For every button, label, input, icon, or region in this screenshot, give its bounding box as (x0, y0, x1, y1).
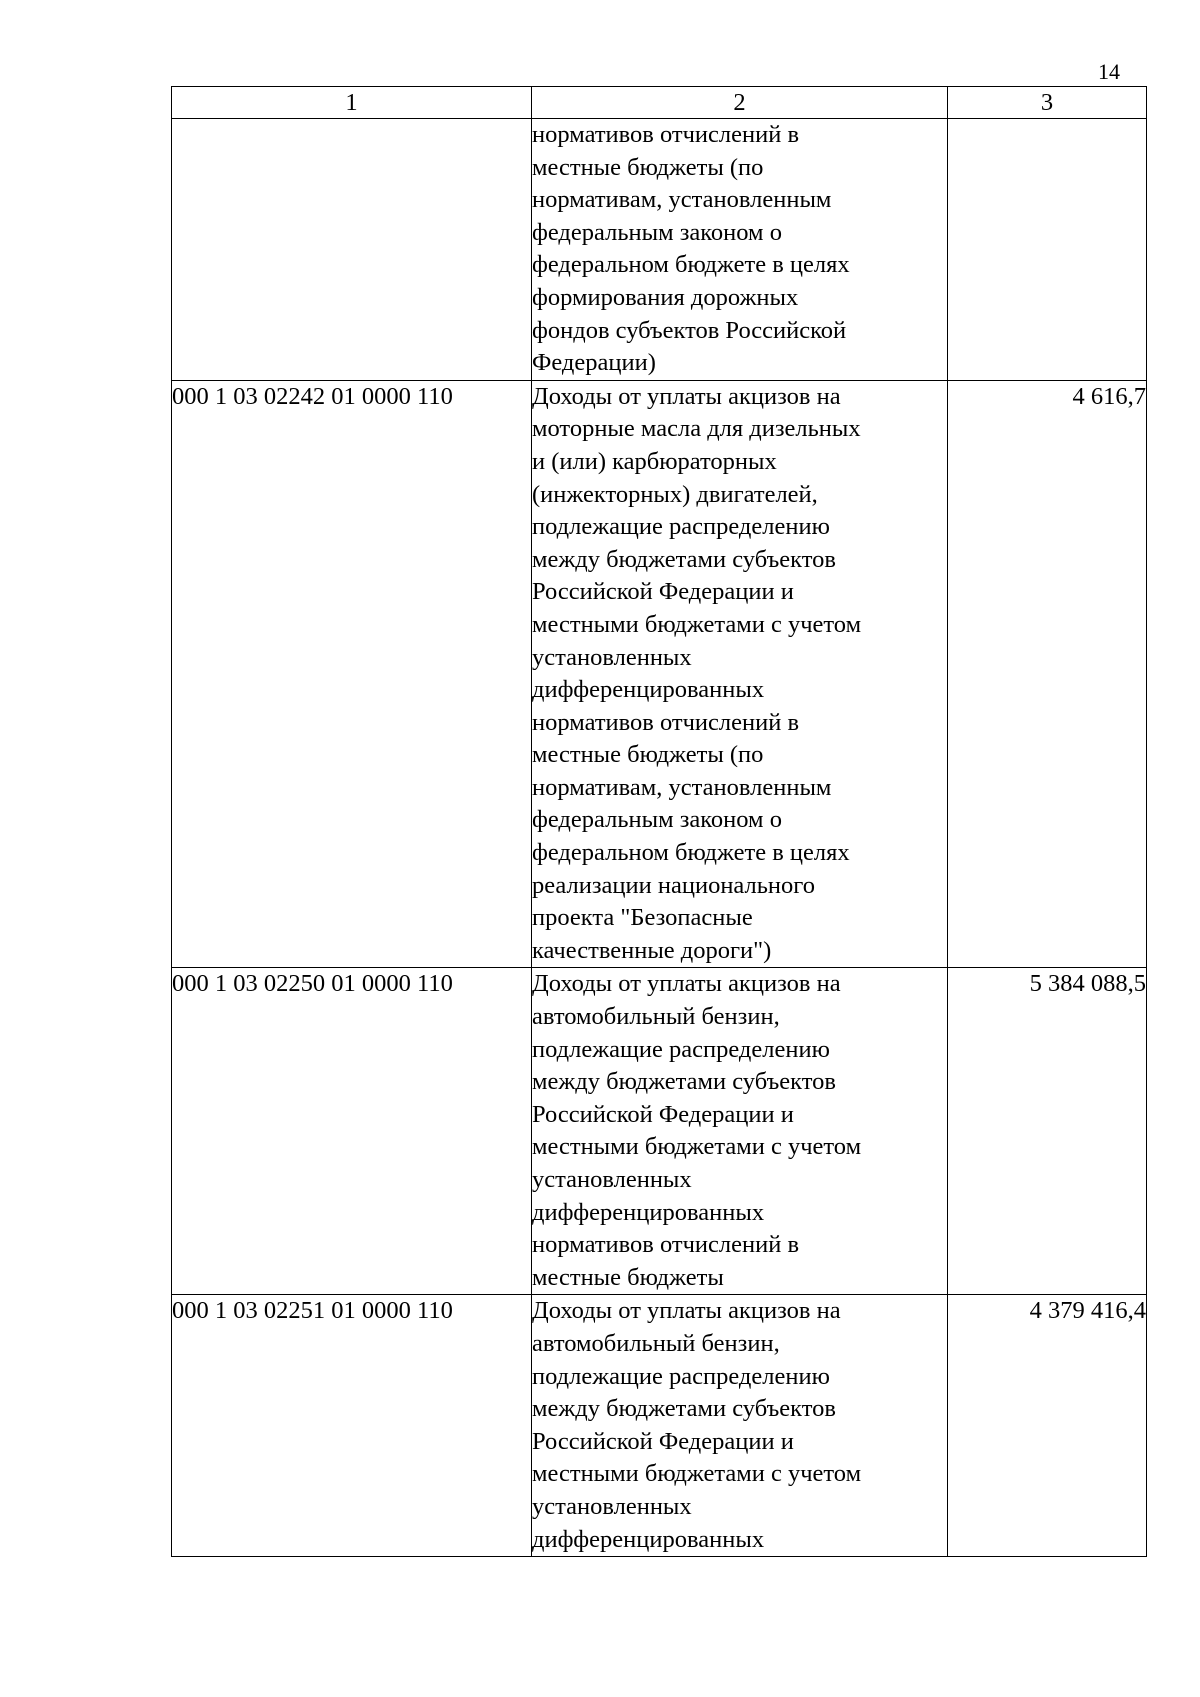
description-line: и (или) карбюраторных (532, 447, 777, 475)
table-body (172, 119, 1147, 1557)
description-line: (инжекторных) двигателей, (532, 480, 818, 508)
description-line: Российской Федерации и (532, 1427, 794, 1455)
description-line: дифференцированных (532, 676, 765, 704)
description-line: реализации национального (532, 871, 815, 899)
description-line: федеральным законом о (532, 806, 782, 834)
description-line: подлежащие распределению (532, 1362, 830, 1390)
description-line: нормативов отчислений в (532, 708, 800, 736)
description-line: нормативов отчислений в (532, 121, 800, 148)
description-line: местными бюджетами с учетом (532, 1133, 862, 1161)
description-line: установленных (532, 1492, 692, 1520)
description-line: местные бюджеты (по (532, 153, 764, 181)
description-line: местными бюджетами с учетом (532, 610, 862, 638)
budget-code-cell: 000 1 03 02250 01 0000 110 (172, 968, 532, 1295)
description-line: нормативов отчислений в (532, 1231, 800, 1259)
budget-code-cell (172, 119, 532, 381)
amount-cell: 4 379 416,4 (948, 1295, 1147, 1557)
description-line: нормативам, установленным (532, 186, 832, 214)
description-line: формирования дорожных (532, 283, 799, 311)
description-line: между бюджетами субъектов (532, 1395, 836, 1423)
description-line: Федерации) (532, 349, 656, 377)
description-line: местные бюджеты (532, 1263, 724, 1291)
description-line: дифференцированных (532, 1198, 765, 1226)
description-line: подлежащие распределению (532, 1035, 830, 1063)
description-line: нормативам, установленным (532, 773, 832, 801)
column-header-1: 1 (172, 87, 532, 119)
amount-cell: 5 384 088,5 (948, 968, 1147, 1295)
description-line: автомобильный бензин, (532, 1003, 780, 1031)
table-row (172, 380, 1147, 968)
description-cell (532, 380, 948, 968)
description-line: федеральным законом о (532, 218, 782, 246)
description-line: между бюджетами субъектов (532, 1068, 836, 1096)
table-row (172, 1295, 1147, 1557)
description-line: фондов субъектов Российской (532, 316, 847, 344)
description-cell (532, 968, 948, 1295)
description-line: Российской Федерации и (532, 578, 794, 606)
description-line: Доходы от уплаты акцизов на (532, 382, 841, 410)
page-number: 14 (1098, 59, 1120, 84)
budget-table (171, 86, 1147, 1557)
description-line: местные бюджеты (по (532, 741, 764, 769)
header-row (172, 87, 1147, 119)
description-line: автомобильный бензин, (532, 1329, 780, 1357)
description-line: Доходы от уплаты акцизов на (532, 1297, 841, 1325)
description-line: качественные дороги") (532, 936, 772, 964)
description-line: установленных (532, 1166, 692, 1193)
description-line: федеральном бюджете в целях (532, 839, 850, 867)
amount-cell: 4 616,7 (948, 380, 1147, 968)
description-cell (532, 119, 948, 381)
column-header-3: 3 (948, 87, 1147, 119)
amount-cell (948, 119, 1147, 381)
budget-code-cell: 000 1 03 02251 01 0000 110 (172, 1295, 532, 1557)
description-line: Российской Федерации и (532, 1100, 794, 1128)
description-line: подлежащие распределению (532, 513, 830, 541)
table-header (172, 87, 1147, 119)
table-row (172, 119, 1147, 381)
column-header-2: 2 (532, 87, 948, 119)
description-line: Доходы от уплаты акцизов на (532, 970, 841, 998)
description-cell (532, 1295, 948, 1557)
description-line: дифференцированных (532, 1525, 765, 1553)
description-line: федеральном бюджете в целях (532, 251, 850, 279)
description-line: местными бюджетами с учетом (532, 1460, 862, 1488)
description-line: моторные масла для дизельных (532, 415, 861, 443)
budget-code-cell: 000 1 03 02242 01 0000 110 (172, 380, 532, 968)
description-line: установленных (532, 643, 692, 671)
description-line: проекта "Безопасные (532, 904, 753, 932)
table-row (172, 968, 1147, 1295)
description-line: между бюджетами субъектов (532, 545, 836, 573)
